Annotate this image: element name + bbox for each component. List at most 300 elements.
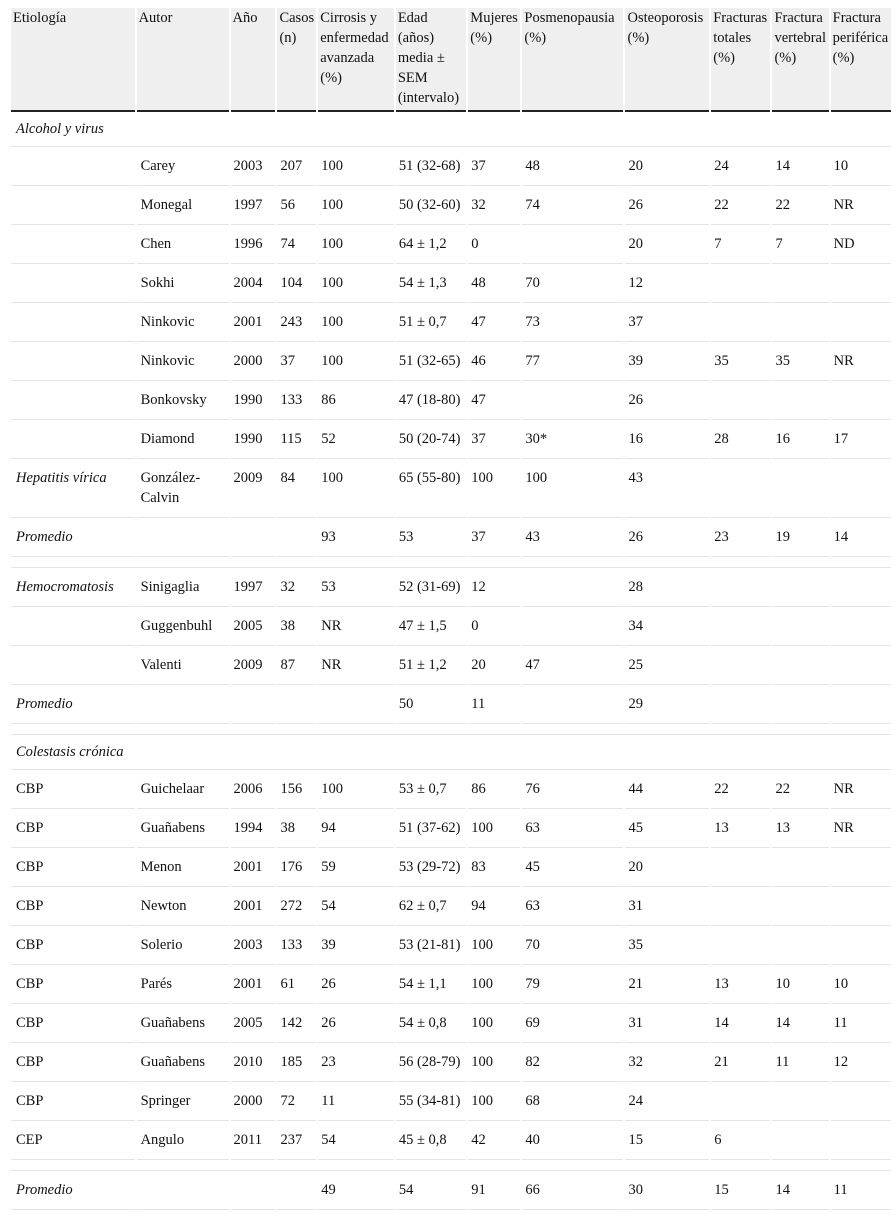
table-cell — [711, 607, 770, 646]
table-cell: 12 — [831, 1043, 891, 1082]
spacer-row — [11, 1160, 891, 1171]
table-cell — [711, 926, 770, 965]
table-cell: Parés — [137, 965, 229, 1004]
table-cell: Diamond — [137, 420, 229, 459]
table-cell — [11, 264, 135, 303]
col-header-fractura-vertebral: Fractura vertebral (%) — [772, 8, 828, 112]
table-cell: CBP — [11, 1004, 135, 1043]
table-cell: 61 — [277, 965, 316, 1004]
table-cell: 2005 — [231, 1004, 276, 1043]
table-cell — [711, 568, 770, 607]
table-row — [11, 1121, 891, 1160]
table-cell: Newton — [137, 887, 229, 926]
table-cell — [772, 926, 828, 965]
table-cell: NR — [831, 809, 891, 848]
table-cell: 39 — [318, 926, 394, 965]
table-cell: 6 — [711, 1121, 770, 1160]
table-row — [11, 809, 891, 848]
table-cell: 65 (55-80) — [396, 459, 466, 518]
table-cell — [772, 459, 828, 518]
table-cell: 53 — [318, 568, 394, 607]
table-cell: 2004 — [231, 264, 276, 303]
table-cell: 77 — [522, 342, 623, 381]
table-cell — [231, 518, 276, 557]
table-cell: Ninkovic — [137, 303, 229, 342]
table-cell: 243 — [277, 303, 316, 342]
table-row — [11, 568, 891, 607]
table-cell — [11, 186, 135, 225]
table-row — [11, 459, 891, 518]
table-cell — [831, 459, 891, 518]
table-cell: Guichelaar — [137, 770, 229, 809]
table-cell: CBP — [11, 926, 135, 965]
table-cell: 7 — [772, 225, 828, 264]
table-cell: Menon — [137, 848, 229, 887]
table-cell — [831, 264, 891, 303]
table-cell: 53 — [396, 518, 466, 557]
table-cell — [231, 1171, 276, 1210]
table-cell: 31 — [625, 1004, 709, 1043]
spacer-row — [11, 557, 891, 568]
table-cell: Guggenbuhl — [137, 607, 229, 646]
table-cell: 53 (21-81) — [396, 926, 466, 965]
table-cell: 23 — [318, 1043, 394, 1082]
table-cell: 26 — [625, 518, 709, 557]
table-cell: 1996 — [231, 225, 276, 264]
table-cell: 79 — [522, 965, 623, 1004]
table-cell: 104 — [277, 264, 316, 303]
table-cell — [831, 303, 891, 342]
group-header-row — [11, 112, 891, 147]
table-cell: 51 ± 1,2 — [396, 646, 466, 685]
table-cell: NR — [318, 646, 394, 685]
table-cell: 2003 — [231, 147, 276, 186]
table-cell: CBP — [11, 965, 135, 1004]
table-cell: 133 — [277, 381, 316, 420]
table-cell — [772, 646, 828, 685]
table-cell: 0 — [468, 225, 520, 264]
table-cell: 45 — [625, 809, 709, 848]
table-cell: 48 — [522, 147, 623, 186]
table-cell — [772, 264, 828, 303]
table-cell: 23 — [711, 518, 770, 557]
table-cell: 156 — [277, 770, 316, 809]
table-cell: 2000 — [231, 1082, 276, 1121]
table-cell — [522, 607, 623, 646]
table-cell: 54 ± 0,8 — [396, 1004, 466, 1043]
table-cell: 100 — [468, 809, 520, 848]
col-header-osteoporosis: Osteoporosis (%) — [625, 8, 709, 112]
table-cell: Bonkovsky — [137, 381, 229, 420]
table-cell — [11, 303, 135, 342]
table-cell: 16 — [625, 420, 709, 459]
table-cell: 47 — [468, 303, 520, 342]
table-cell: 133 — [277, 926, 316, 965]
table-row — [11, 646, 891, 685]
table-cell: 1994 — [231, 809, 276, 848]
table-cell: 237 — [277, 1121, 316, 1160]
table-cell: 56 (28-79) — [396, 1043, 466, 1082]
table-cell: 28 — [711, 420, 770, 459]
table-cell: CEP — [11, 1121, 135, 1160]
table-cell — [11, 646, 135, 685]
table-cell: 51 ± 0,7 — [396, 303, 466, 342]
table-cell — [831, 607, 891, 646]
table-cell: 100 — [318, 225, 394, 264]
table-cell — [231, 685, 276, 724]
table-cell: 10 — [831, 965, 891, 1004]
table-cell: 55 (34-81) — [396, 1082, 466, 1121]
table-cell: 69 — [522, 1004, 623, 1043]
table-cell — [711, 459, 770, 518]
table-cell — [831, 1121, 891, 1160]
table-cell: 35 — [772, 342, 828, 381]
table-row — [11, 607, 891, 646]
table-cell: 2009 — [231, 646, 276, 685]
table-row — [11, 342, 891, 381]
table-cell — [831, 685, 891, 724]
table-cell: 51 (32-68) — [396, 147, 466, 186]
table-cell: 47 ± 1,5 — [396, 607, 466, 646]
table-row — [11, 1004, 891, 1043]
table-cell: 74 — [522, 186, 623, 225]
table-cell: 38 — [277, 809, 316, 848]
table-cell: 43 — [625, 459, 709, 518]
table-cell: 51 (37-62) — [396, 809, 466, 848]
table-cell: 54 ± 1,3 — [396, 264, 466, 303]
table-cell: NR — [318, 607, 394, 646]
table-row — [11, 303, 891, 342]
table-cell: 29 — [625, 685, 709, 724]
table-cell — [277, 518, 316, 557]
table-cell: 93 — [318, 518, 394, 557]
table-cell: 54 ± 1,1 — [396, 965, 466, 1004]
table-row — [11, 1082, 891, 1121]
table-cell: 2006 — [231, 770, 276, 809]
table-cell: CBP — [11, 1043, 135, 1082]
table-cell: 1990 — [231, 381, 276, 420]
table-cell: 1997 — [231, 186, 276, 225]
table-cell: 51 (32-65) — [396, 342, 466, 381]
table-cell: 115 — [277, 420, 316, 459]
table-cell: 47 (18-80) — [396, 381, 466, 420]
table-cell: CBP — [11, 770, 135, 809]
table-cell: ND — [831, 225, 891, 264]
table-cell: 100 — [468, 926, 520, 965]
table-cell — [831, 568, 891, 607]
table-cell: 31 — [625, 887, 709, 926]
table-cell: 100 — [318, 770, 394, 809]
table-cell: 54 — [318, 1121, 394, 1160]
table-cell: NR — [831, 186, 891, 225]
table-cell: 100 — [468, 459, 520, 518]
col-header-etiologia: Etiología — [11, 8, 135, 112]
table-cell: 59 — [318, 848, 394, 887]
table-cell: Sokhi — [137, 264, 229, 303]
table-cell: 26 — [318, 965, 394, 1004]
table-cell: 100 — [318, 147, 394, 186]
table-cell: 100 — [468, 1082, 520, 1121]
table-cell: 26 — [625, 186, 709, 225]
table-cell: 14 — [831, 518, 891, 557]
spacer-cell — [11, 1160, 891, 1171]
table-cell: 11 — [772, 1043, 828, 1082]
table-cell: 26 — [318, 1004, 394, 1043]
table-cell: Promedio — [11, 685, 135, 724]
table-cell: 14 — [772, 1171, 828, 1210]
table-cell: Monegal — [137, 186, 229, 225]
table-cell: CBP — [11, 809, 135, 848]
col-header-posmenopausia: Posmenopausia (%) — [522, 8, 623, 112]
table-cell: Valenti — [137, 646, 229, 685]
table-cell — [711, 646, 770, 685]
table-cell: 11 — [831, 1004, 891, 1043]
table-cell: 37 — [625, 303, 709, 342]
table-cell: NR — [831, 342, 891, 381]
table-cell: 12 — [625, 264, 709, 303]
table-cell — [772, 887, 828, 926]
table-cell — [772, 303, 828, 342]
table-cell: Guañabens — [137, 1004, 229, 1043]
table-cell — [772, 607, 828, 646]
table-cell: 47 — [468, 381, 520, 420]
spacer-row — [11, 724, 891, 735]
table-cell: Sinigaglia — [137, 568, 229, 607]
table-cell: 73 — [522, 303, 623, 342]
table-cell: 87 — [277, 646, 316, 685]
table-cell: 52 — [318, 420, 394, 459]
table-cell: CBP — [11, 1082, 135, 1121]
table-cell: 94 — [318, 809, 394, 848]
table-row — [11, 518, 891, 557]
col-header-cirrosis: Cirrosis y enfermedad avanzada (%) — [318, 8, 394, 112]
table-cell — [831, 1082, 891, 1121]
table-cell: 100 — [468, 1004, 520, 1043]
col-header-casos: Casos (n) — [277, 8, 316, 112]
table-cell: NR — [831, 770, 891, 809]
table-cell — [11, 607, 135, 646]
table-cell: 28 — [625, 568, 709, 607]
table-cell — [772, 568, 828, 607]
table-cell: 22 — [772, 770, 828, 809]
table-cell: 37 — [468, 147, 520, 186]
table-row — [11, 848, 891, 887]
table-cell: Promedio — [11, 1171, 135, 1210]
table-cell: 68 — [522, 1082, 623, 1121]
table-cell — [522, 381, 623, 420]
table-cell — [11, 225, 135, 264]
table-cell: 74 — [277, 225, 316, 264]
table-row — [11, 926, 891, 965]
table-cell: 83 — [468, 848, 520, 887]
table-cell: 63 — [522, 809, 623, 848]
table-cell: 1990 — [231, 420, 276, 459]
table-cell: 50 (20-74) — [396, 420, 466, 459]
table-cell: 15 — [711, 1171, 770, 1210]
table-cell: 42 — [468, 1121, 520, 1160]
table-cell: 39 — [625, 342, 709, 381]
table-cell — [522, 685, 623, 724]
table-row — [11, 770, 891, 809]
table-cell: 54 — [396, 1171, 466, 1210]
table-cell: 2001 — [231, 303, 276, 342]
table-cell — [711, 1082, 770, 1121]
col-header-ano: Año — [231, 8, 276, 112]
table-row — [11, 186, 891, 225]
table-cell: 22 — [711, 186, 770, 225]
table-cell: 82 — [522, 1043, 623, 1082]
col-header-autor: Autor — [137, 8, 229, 112]
table-cell: 40 — [522, 1121, 623, 1160]
header-row — [11, 8, 891, 112]
table-cell — [831, 646, 891, 685]
table-cell: 43 — [522, 518, 623, 557]
table-cell: 2010 — [231, 1043, 276, 1082]
col-header-fracturas-totales: Fracturas totales (%) — [711, 8, 770, 112]
table-cell: 49 — [318, 1171, 394, 1210]
table-cell: 21 — [625, 965, 709, 1004]
table-cell: 62 ± 0,7 — [396, 887, 466, 926]
table-cell: 14 — [772, 1004, 828, 1043]
table-cell: Guañabens — [137, 1043, 229, 1082]
table-row — [11, 264, 891, 303]
table-cell: 11 — [831, 1171, 891, 1210]
table-cell: 76 — [522, 770, 623, 809]
table-cell: 64 ± 1,2 — [396, 225, 466, 264]
table-cell: 37 — [277, 342, 316, 381]
table-cell — [711, 381, 770, 420]
table-cell: 32 — [468, 186, 520, 225]
table-cell: CBP — [11, 848, 135, 887]
table-cell — [277, 685, 316, 724]
table-cell: 22 — [711, 770, 770, 809]
table-row — [11, 225, 891, 264]
table-cell: 20 — [625, 147, 709, 186]
table-cell — [772, 848, 828, 887]
table-cell: 91 — [468, 1171, 520, 1210]
table-cell: 70 — [522, 926, 623, 965]
table-cell: 2003 — [231, 926, 276, 965]
table-cell — [522, 568, 623, 607]
group-header-row — [11, 735, 891, 770]
table-cell: Guañabens — [137, 809, 229, 848]
table-row — [11, 685, 891, 724]
table-cell: 100 — [318, 186, 394, 225]
table-cell: CBP — [11, 887, 135, 926]
table-body — [11, 112, 891, 1210]
table-cell: 17 — [831, 420, 891, 459]
table-cell — [831, 926, 891, 965]
table-cell — [772, 1121, 828, 1160]
table-cell: 2001 — [231, 848, 276, 887]
table-cell: 50 (32-60) — [396, 186, 466, 225]
table-cell: 10 — [831, 147, 891, 186]
table-cell — [711, 685, 770, 724]
table-cell: 86 — [468, 770, 520, 809]
col-header-mujeres: Mujeres (%) — [468, 8, 520, 112]
table-cell: 13 — [711, 809, 770, 848]
table-cell: 47 — [522, 646, 623, 685]
table-cell: 54 — [318, 887, 394, 926]
table-cell — [711, 848, 770, 887]
table-cell: 21 — [711, 1043, 770, 1082]
table-cell — [11, 381, 135, 420]
table-cell: 185 — [277, 1043, 316, 1082]
table-row — [11, 147, 891, 186]
table-cell: Hemocromatosis — [11, 568, 135, 607]
table-row — [11, 1171, 891, 1210]
table-cell: 100 — [318, 264, 394, 303]
table-cell: Angulo — [137, 1121, 229, 1160]
table-cell — [831, 381, 891, 420]
table-cell — [831, 887, 891, 926]
table-cell: 2005 — [231, 607, 276, 646]
table-cell: 66 — [522, 1171, 623, 1210]
table-cell: 100 — [318, 342, 394, 381]
table-cell: Promedio — [11, 518, 135, 557]
table-cell: 56 — [277, 186, 316, 225]
table-cell: 207 — [277, 147, 316, 186]
table-cell: 45 ± 0,8 — [396, 1121, 466, 1160]
table-cell — [772, 381, 828, 420]
table-cell: 100 — [318, 303, 394, 342]
table-cell: Chen — [137, 225, 229, 264]
table-cell: 19 — [772, 518, 828, 557]
table-cell: 100 — [468, 965, 520, 1004]
table-cell: 100 — [522, 459, 623, 518]
table-cell: 12 — [468, 568, 520, 607]
table-cell: 32 — [277, 568, 316, 607]
table-cell — [11, 342, 135, 381]
table-cell: 2011 — [231, 1121, 276, 1160]
table-cell: 13 — [772, 809, 828, 848]
table-cell: 11 — [318, 1082, 394, 1121]
table-cell: 34 — [625, 607, 709, 646]
table-cell: 7 — [711, 225, 770, 264]
table-cell — [277, 1171, 316, 1210]
table-cell — [522, 225, 623, 264]
table-cell: 26 — [625, 381, 709, 420]
table-cell: 272 — [277, 887, 316, 926]
table-cell — [318, 685, 394, 724]
table-cell: 53 (29-72) — [396, 848, 466, 887]
table-cell: 2001 — [231, 965, 276, 1004]
table-cell: 22 — [772, 186, 828, 225]
table-cell: 45 — [522, 848, 623, 887]
table-cell: 10 — [772, 965, 828, 1004]
table-cell: 46 — [468, 342, 520, 381]
table-row — [11, 381, 891, 420]
table-cell: 63 — [522, 887, 623, 926]
osteoporosis-studies-table — [9, 8, 893, 1210]
table-cell: 20 — [625, 848, 709, 887]
table-cell: 35 — [711, 342, 770, 381]
col-header-fractura-periferica: Fractura periférica (%) — [831, 8, 891, 112]
table-cell: 20 — [625, 225, 709, 264]
table-cell — [137, 1171, 229, 1210]
table-cell: 37 — [468, 518, 520, 557]
table-row — [11, 1043, 891, 1082]
table-cell: 37 — [468, 420, 520, 459]
table-row — [11, 887, 891, 926]
table-cell: 44 — [625, 770, 709, 809]
table-cell — [11, 147, 135, 186]
table-row — [11, 420, 891, 459]
table-cell: 100 — [318, 459, 394, 518]
table-cell — [711, 303, 770, 342]
group-label: Colestasis crónica — [11, 735, 891, 770]
table-cell: 13 — [711, 965, 770, 1004]
